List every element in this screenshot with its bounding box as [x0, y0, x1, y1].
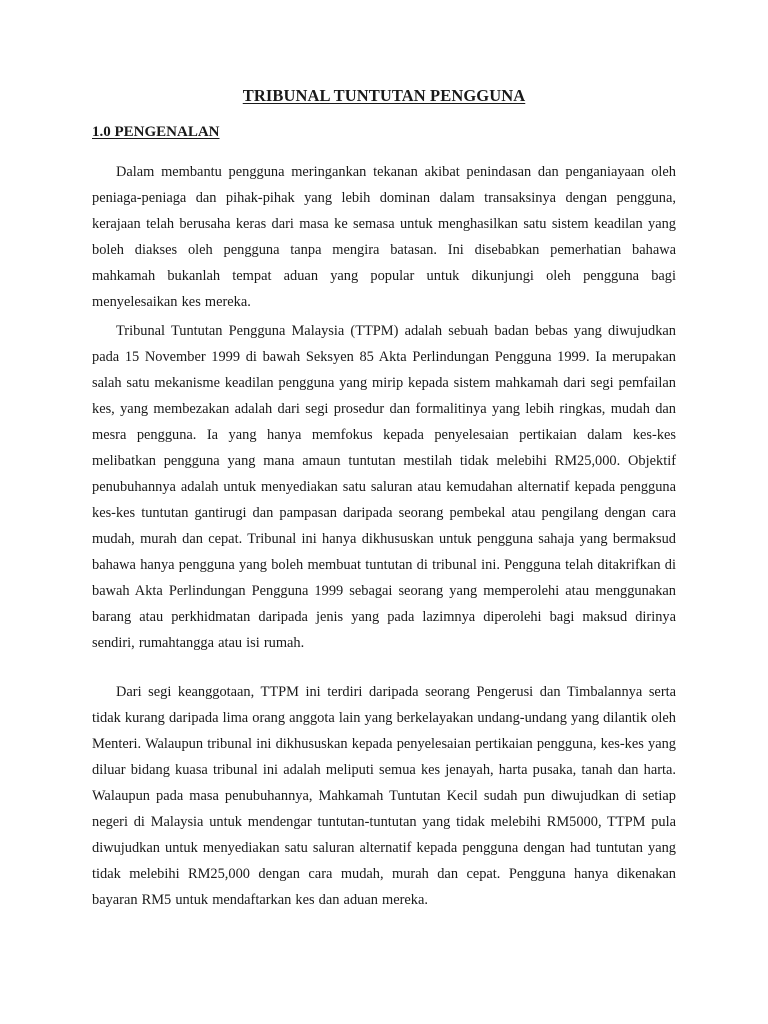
paragraph-3: Dari segi keanggotaan, TTPM ini terdiri daripada seorang Pengerusi dan Timbalannya serta tidak kurang daripada lima orang anggota lain yang berkelayakan undang-undang yang dilantik oleh Menteri. Walaupun tribunal ini dikhususkan kepada penyelesaian pertikaian pengguna, kes-kes yang diluar bidang kuasa tribunal ini adalah meliputi semua kes jenayah, harta pusaka, tanah dan harta. Walaupun pada masa penubuhannya, Mahkamah Tuntutan Kecil sudah pun diwujudkan di setiap negeri di Malaysia untuk mendengar tuntutan-tuntutan yang tidak melebihi RM5000, TTPM pula diwujudkan untuk menyediakan satu saluran alternatif kepada pengguna dengan had tuntutan yang tidak melebihi RM25,000 dengan cara mudah, murah dan cepat. Pengguna hanya dikenakan bayaran RM5 untuk mendaftarkan kes dan aduan mereka.	[92, 684, 676, 908]
document-title: TRIBUNAL TUNTUTAN PENGGUNA	[242, 86, 526, 105]
paragraph-2: Tribunal Tuntutan Pengguna Malaysia (TTPM) adalah sebuah badan bebas yang diwujudkan pada 15 November 1999 di bawah Seksyen 85 Akta Perlindungan Pengguna 1999. Ia merupakan salah satu mekanisme keadilan pengguna yang mirip kepada sistem mahkamah dari segi pemfailan kes, yang membezakan adalah dari segi prosedur dan formalitinya yang lebih ringkas, mudah dan mesra pengguna. Ia yang hanya memfokus kepada penyelesaian pertikaian dalam kes-kes melibatkan pengguna yang mana amaun tuntutan mestilah tidak melebihi RM25,000. Objektif penubuhannya adalah untuk menyediakan satu saluran atau kemudahan alternatif kepada pengguna kes-kes tuntutan gantirugi dan pampasan daripada seorang pembekal atau pengilang dengan cara mudah, murah dan cepat. Tribunal ini hanya dikhususkan untuk pengguna sahaja yang bermaksud bahawa hanya pengguna yang boleh membuat tuntutan di tribunal ini. Pengguna telah ditakrifkan di bawah Akta Perlindungan Pengguna 1999 sebagai seorang yang memperolehi atau menggunakan barang atau perkhidmatan daripada jenis yang pada lazimnya diperolehi bagi maksud dirinya sendiri, rumahtangga atau isi rumah.	[92, 323, 676, 651]
paragraph-1: Dalam membantu pengguna meringankan tekanan akibat penindasan dan penganiayaan oleh peniaga-peniaga dan pihak-pihak yang lebih dominan dalam transaksinya dengan pengguna, kerajaan telah berusaha keras dari masa ke semasa untuk menghasilkan satu sistem keadilan yang boleh diakses oleh pengguna tanpa mengira batasan. Ini disebabkan pemerhatian bahawa mahkamah bukanlah tempat aduan yang popular untuk dikunjungi oleh pengguna bagi menyelesaikan kes mereka.	[92, 164, 676, 310]
section-heading: 1.0 PENGENALAN	[92, 124, 220, 140]
